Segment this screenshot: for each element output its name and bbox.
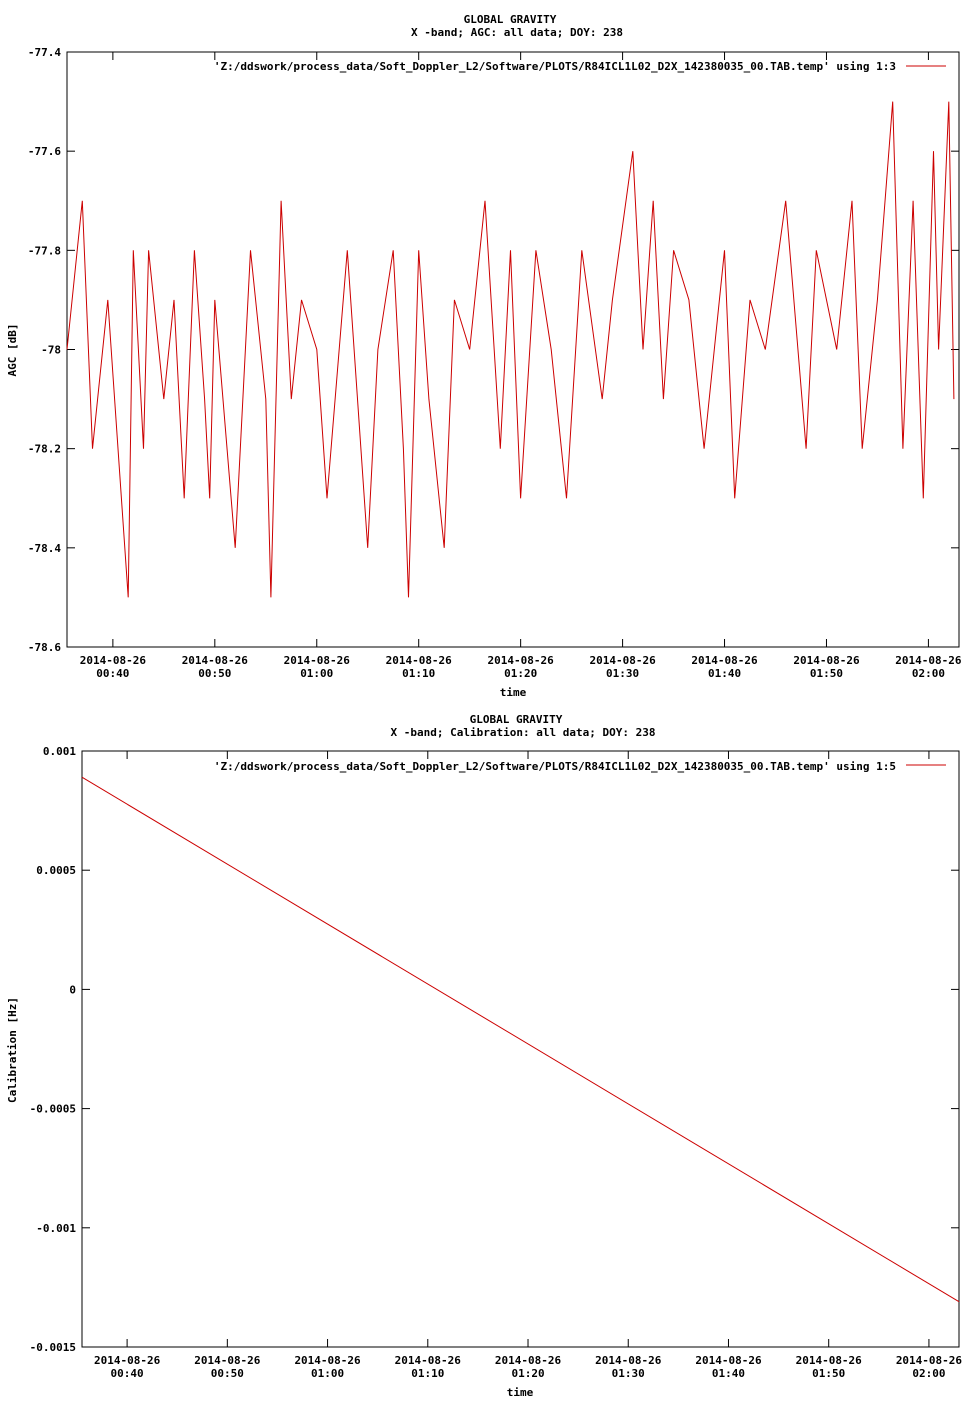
calibration-x-tick-time: 00:40 <box>110 1367 144 1380</box>
calibration-chart <box>6 713 962 1399</box>
agc-x-tick-date: 2014-08-26 <box>181 654 248 667</box>
calibration-x-tick-date: 2014-08-26 <box>695 1354 762 1367</box>
calibration-x-tick-date: 2014-08-26 <box>394 1354 461 1367</box>
calibration-y-tick-label: -0.001 <box>36 1221 76 1235</box>
agc-x-tick-date: 2014-08-26 <box>385 654 452 667</box>
calibration-x-tick-time: 01:20 <box>511 1367 545 1380</box>
agc-x-tick-date: 2014-08-26 <box>79 654 146 667</box>
agc-x-tick-time: 01:40 <box>707 667 742 680</box>
calibration-x-tick-date: 2014-08-26 <box>194 1354 261 1367</box>
agc-y-tick-label: -77.8 <box>27 244 61 258</box>
agc-y-tick-label: -77.4 <box>27 46 61 59</box>
agc-chart <box>6 13 962 699</box>
calibration-x-tick-date: 2014-08-26 <box>895 1354 963 1367</box>
calibration-x-tick-time: 00:50 <box>210 1367 244 1380</box>
agc-x-tick-date: 2014-08-26 <box>895 654 962 667</box>
calibration-y-tick-label: -0.0005 <box>29 1102 76 1116</box>
agc-x-axis <box>80 52 962 680</box>
agc-y-axis <box>28 46 959 654</box>
calibration-y-tick-label: 0.0005 <box>36 864 76 878</box>
agc-chart-subtitle: X -band; AGC: all data; DOY: 238 <box>411 26 623 39</box>
agc-x-tick-date: 2014-08-26 <box>283 654 350 667</box>
calibration-x-tick-date: 2014-08-26 <box>294 1354 361 1367</box>
agc-x-tick-time: 01:10 <box>402 667 436 680</box>
calibration-x-axis <box>94 751 962 1380</box>
calibration-y-tick-label: 0.001 <box>42 745 76 758</box>
calibration-series-line <box>82 777 959 1301</box>
calibration-legend-label: 'Z:/ddswork/process_data/Soft_Doppler_L2/Software/PLOTS/R84ICL1L02_D2X_142380035_00.TAB.temp' using 1:5 <box>213 760 896 773</box>
calibration-x-tick-date: 2014-08-26 <box>93 1354 161 1367</box>
agc-y-tick-label: -78.4 <box>27 541 61 555</box>
calibration-x-tick-time: 01:30 <box>611 1367 645 1380</box>
agc-y-tick-label: -78 <box>41 343 61 357</box>
calibration-x-tick-date: 2014-08-26 <box>595 1354 662 1367</box>
agc-y-tick-label: -77.6 <box>27 145 61 159</box>
calibration-x-tick-time: 02:00 <box>912 1367 946 1380</box>
calibration-chart-subtitle: X -band; Calibration: all data; DOY: 238 <box>390 726 656 739</box>
agc-legend-label: 'Z:/ddswork/process_data/Soft_Doppler_L2/Software/PLOTS/R84ICL1L02_D2X_142380035_00.TAB.temp' using 1:3 <box>213 60 896 73</box>
calibration-x-tick-date: 2014-08-26 <box>494 1354 562 1367</box>
agc-y-tick-label: -78.6 <box>27 641 61 654</box>
calibration-x-tick-time: 01:00 <box>310 1367 345 1380</box>
calibration-y-tick-label: -0.0015 <box>29 1341 76 1354</box>
calibration-x-tick-time: 01:10 <box>411 1367 445 1380</box>
agc-x-tick-time: 02:00 <box>911 667 945 680</box>
agc-x-tick-time: 01:00 <box>300 667 334 680</box>
agc-x-tick-time: 01:50 <box>809 667 844 680</box>
agc-x-tick-date: 2014-08-26 <box>487 654 554 667</box>
agc-x-tick-time: 01:30 <box>606 667 640 680</box>
agc-x-tick-date: 2014-08-26 <box>589 654 656 667</box>
agc-x-tick-time: 01:20 <box>504 667 538 680</box>
calibration-plot-frame <box>82 751 959 1347</box>
agc-x-axis-label: time <box>499 686 527 699</box>
calibration-x-tick-date: 2014-08-26 <box>795 1354 862 1367</box>
calibration-x-tick-time: 01:40 <box>711 1367 746 1380</box>
agc-series-line <box>67 102 954 598</box>
agc-y-axis-label: AGC [dB] <box>6 323 19 377</box>
calibration-x-axis-label: time <box>506 1386 534 1399</box>
agc-x-tick-time: 00:50 <box>198 667 232 680</box>
calibration-y-tick-label: 0 <box>69 983 76 997</box>
agc-x-tick-date: 2014-08-26 <box>793 654 860 667</box>
agc-x-tick-time: 00:40 <box>96 667 130 680</box>
agc-chart-title: GLOBAL GRAVITY <box>463 13 557 26</box>
calibration-y-axis <box>30 745 959 1354</box>
calibration-y-axis-label: Calibration [Hz] <box>6 997 19 1103</box>
calibration-x-tick-time: 01:50 <box>812 1367 846 1380</box>
agc-x-tick-date: 2014-08-26 <box>691 654 758 667</box>
agc-y-tick-label: -78.2 <box>27 442 61 456</box>
calibration-chart-title: GLOBAL GRAVITY <box>469 713 563 726</box>
